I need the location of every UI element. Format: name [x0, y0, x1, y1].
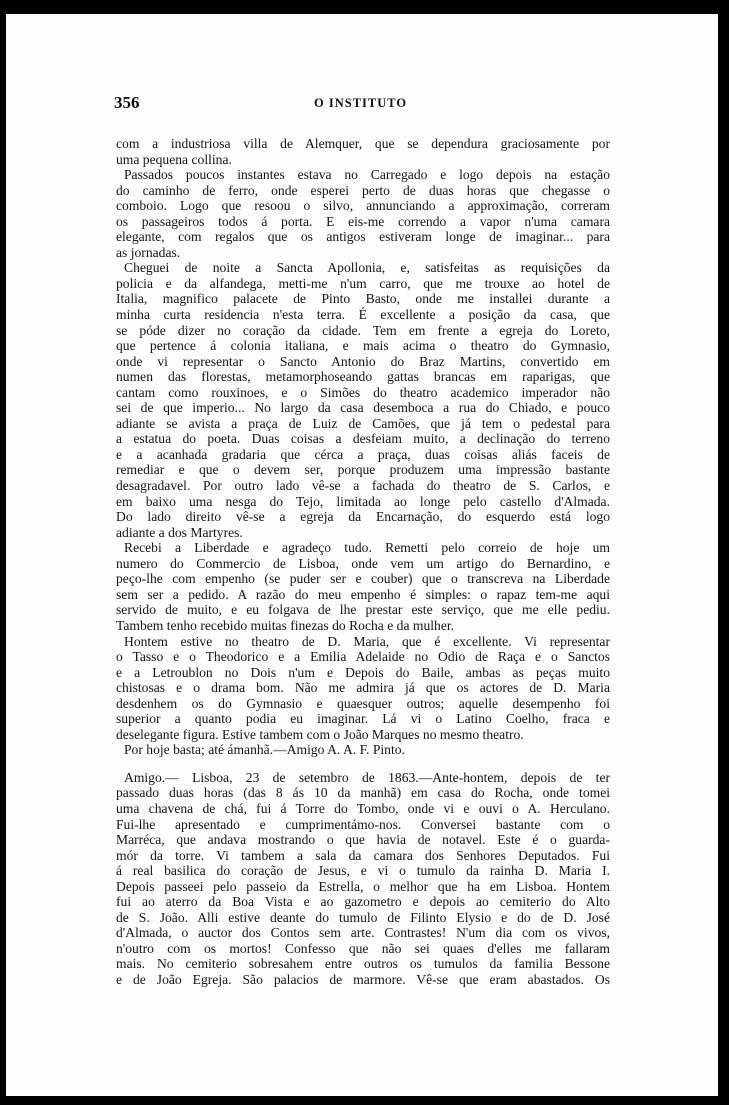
text-line: do caminho de ferro, onde esperei perto de duas horas que chegasse o — [116, 182, 610, 198]
text-line: desdenhem os do Gymnasio e quaesquer outros; aquelle desempenho foi — [116, 695, 610, 711]
text-line: as jornadas. — [116, 244, 181, 260]
text-line: e a Letroublon no Dois n'um e Depois do Baile, ambas as peças muito — [116, 664, 610, 680]
text-line: fui ao aterro da Boa Vista e ao gazometro e depois ao cemiterio do Alto — [116, 894, 610, 910]
text-line: Amigo.— Lisboa, 23 de setembro de 1863.—Ante-hontem, depois de ter — [124, 769, 610, 785]
text-line: sei de que imperio... No largo da casa desemboca a rua do Chiado, e pouco — [116, 400, 610, 416]
text-line: passado duas horas (das 8 ás 10 da manhã) em casa do Rocha, onde tomei — [116, 785, 610, 801]
text-line: os passageiros todos á porta. E eis-me correndo a vapor n'uma camara — [116, 213, 610, 229]
text-line: chistosas e o drama bom. Não me admira já que os actores de D. Maria — [116, 680, 610, 696]
text-line: adiante a dos Martyres. — [116, 524, 243, 540]
text-line: Cheguei de noite a Sancta Apollonia, e, satisfeitas as requisições da — [124, 260, 610, 276]
paragraph-2 — [116, 167, 610, 260]
text-line: elegante, com regalos que os antigos estiveram longe de imaginar... para — [116, 229, 610, 245]
text-line: superior a quanto podia eu imaginar. Lá vi o Latino Coelho, fraca e — [116, 711, 610, 727]
paragraph-4 — [116, 540, 610, 633]
body-text — [116, 136, 610, 988]
text-line: servido de muito, e eu folgava de lhe prestar este serviço, que me elle pediu. — [116, 602, 610, 618]
text-line: desagradavel. Por outro lado vê-se a fachada do theatro de S. Carlos, e — [116, 478, 610, 494]
text-line: mais. No cemiterio sobresahem entre outros os tumulos da familia Bessone — [116, 956, 610, 972]
text-line: Italia, magnifico palacete de Pinto Basto, onde me installei durante a — [116, 291, 610, 307]
paragraph-1 — [116, 136, 610, 167]
text-line: uma chavena de chá, fui á Torre do Tombo, onde vi e ouvi o A. Herculano. — [116, 800, 610, 816]
text-line: Marréca, que andava mostrando o que havia de notavel. Este é o guarda- — [116, 832, 610, 848]
text-line: peço-lhe com empenho (se puder ser e couber) que o transcreva na Liberdade — [116, 571, 610, 587]
text-line: sem ser a pedido. A razão do meu empenho é simples: o rapaz tem-me aqui — [116, 586, 610, 602]
signature-line: Por hoje basta; até ámanhã.—Amigo A. A. F. Pinto. — [124, 742, 405, 758]
document-page — [6, 14, 718, 1096]
text-line: se póde dizer no coração da cidade. Tem em frente a egreja do Loreto, — [116, 322, 610, 338]
text-line: á real basilica do coração de Jesus, e vi o tumulo da rainha D. Maria I. — [116, 863, 610, 879]
paragraph-6 — [116, 742, 610, 758]
section-gap — [116, 758, 610, 770]
paragraph-3 — [116, 260, 610, 540]
text-line: adiante se avista a praça de Luiz de Camões, que já tem o pedestal para — [116, 415, 610, 431]
text-line: n'outro com os mortos! Confesso que não sei quaes d'elles me fallaram — [116, 940, 610, 956]
text-line: numero do Commercio de Lisboa, onde vem um artigo do Bernardino, e — [116, 555, 610, 571]
text-line: Fui-lhe apresentado e cumprimentámo-nos. Conversei bastante com o — [116, 816, 610, 832]
text-line: Do lado direito vê-se a egreja da Encarnação, do esquerdo está logo — [116, 509, 610, 525]
text-line: Hontem estive no theatro de D. Maria, que é excellente. Vi representar — [124, 633, 610, 649]
running-title: O INSTITUTO — [314, 96, 408, 110]
text-line: cantam como rouxinoes, e o Simões do theatro academico imperador não — [116, 384, 610, 400]
text-line: comboio. Logo que resoou o silvo, annunciando a approximação, correram — [116, 198, 610, 214]
text-line: de S. João. Alli estive deante do tumulo de Filinto Elysio e do de D. José — [116, 909, 610, 925]
text-line: numen das florestas, metamorphoseando gattas brancas em raparigas, que — [116, 369, 610, 385]
text-line: Passados poucos instantes estava no Carregado e logo depois na estação — [124, 167, 610, 183]
paragraph-5 — [116, 634, 610, 743]
text-line: d'Almada, o auctor dos Contos sem arte. Contrastes! N'um dia com os vivos, — [116, 925, 610, 941]
text-line: o Tasso e o Theodorico e a Emilia Adelaide no Odio de Raça e o Sanctos — [116, 649, 610, 665]
text-line: que pertence á colonia italiana, e mais acima o theatro do Gymnasio, — [116, 338, 610, 354]
text-line: Recebi a Liberdade e agradeço tudo. Remetti pelo correio de hoje um — [124, 540, 610, 556]
text-line: onde vi representar o Sancto Antonio do Braz Martins, convertido em — [116, 353, 610, 369]
text-line: e de João Egreja. São palacios de marmore. Vê-se que eram abastados. Os — [116, 971, 610, 987]
text-line: em baixo uma nesga do Tejo, limitada ao longe pelo castello d'Almada. — [116, 493, 610, 509]
page-number: 356 — [114, 93, 140, 112]
page-header — [114, 93, 614, 113]
text-line: deselegante figura. Estive tambem com o João Marques no mesmo theatro. — [116, 726, 524, 742]
text-line: Depois passeei pelo passeio da Estrella, o melhor que ha em Lisboa. Hontem — [116, 878, 610, 894]
text-line: e a acanhada gradaria que cérca a praça, duas coisas aliás faceis de — [116, 446, 610, 462]
text-line: remediar e que o devem ser, porque produzem uma impressão bastante — [116, 462, 610, 478]
text-line: uma pequena collina. — [116, 151, 232, 167]
paragraph-7 — [116, 770, 610, 988]
text-line: Tambem tenho recebido muitas finezas do Rocha e da mulher. — [116, 617, 455, 633]
text-line: mór da torre. Vi tambem a sala da camara dos Senhores Deputados. Fui — [116, 847, 610, 863]
text-line: minha curta residencia n'esta terra. É excellente a posição da casa, que — [116, 307, 610, 323]
text-line: a estatua do poeta. Duas coisas a desfeiam muito, a declinação do terreno — [116, 431, 610, 447]
text-line: com a industriosa villa de Alemquer, que se dependura graciosamente por — [116, 136, 610, 151]
text-line: policia e da alfandega, metti-me n'um carro, que me trouxe ao hotel de — [116, 275, 610, 291]
